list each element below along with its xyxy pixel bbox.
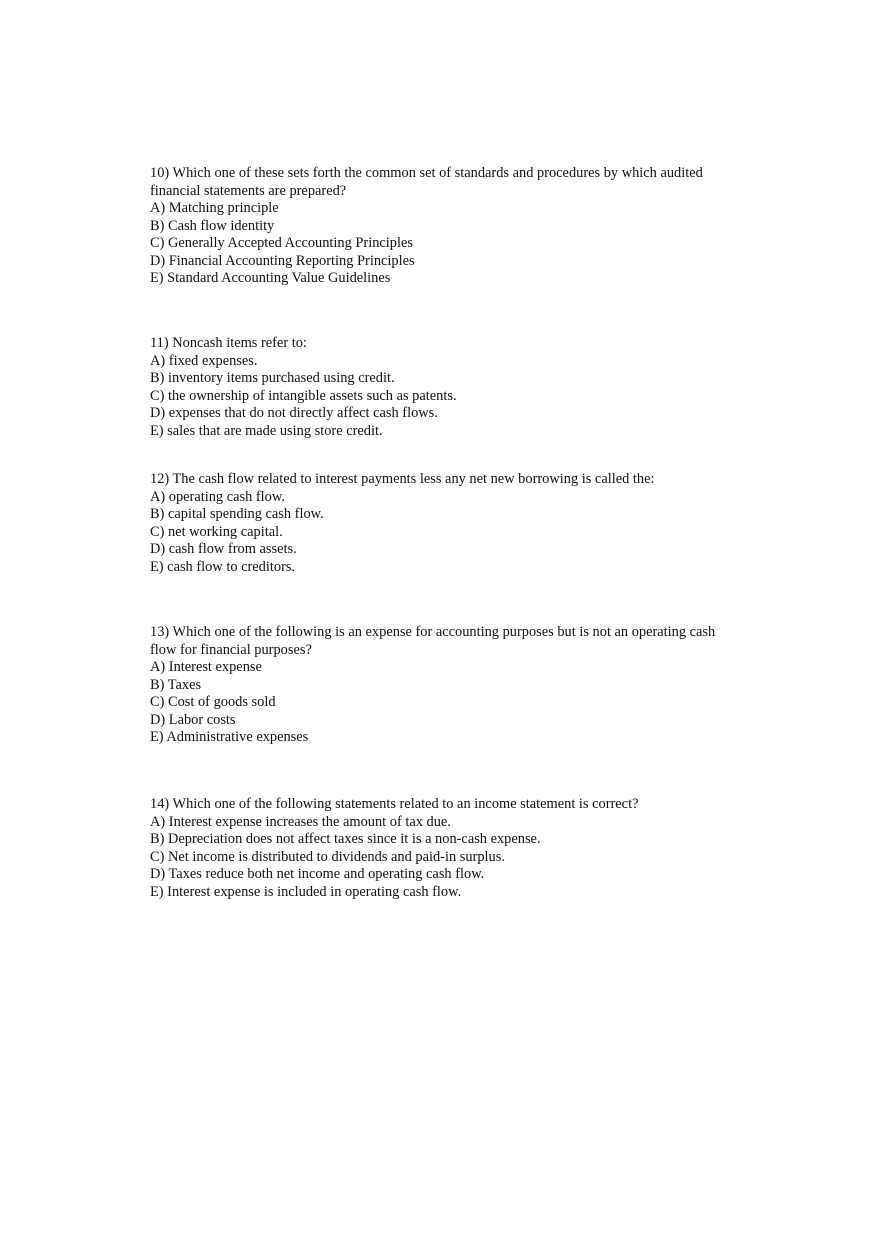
- answer-option-e: E) Standard Accounting Value Guidelines: [150, 270, 391, 286]
- answer-option-d: D) Taxes reduce both net income and operating cash flow.: [150, 866, 485, 882]
- answer-option-e: E) cash flow to creditors.: [150, 558, 296, 575]
- question-11: [150, 335, 750, 440]
- answer-option-c: C) Generally Accepted Accounting Principles: [150, 235, 413, 251]
- answer-option-d: D) Labor costs: [150, 711, 236, 728]
- answer-option-b: B) Taxes: [150, 676, 202, 693]
- answer-option-b: B) Depreciation does not affect taxes since it is a non-cash expense.: [150, 831, 541, 847]
- question-stem: 13) Which one of the following is an expense for accounting purposes but is not an operating cash flow for financial purposes?: [150, 624, 716, 658]
- question-13: [150, 624, 740, 747]
- answer-option-b: B) inventory items purchased using credit.: [150, 370, 395, 386]
- answer-option-e: E) sales that are made using store credit.: [150, 422, 383, 439]
- answer-option-c: C) Cost of goods sold: [150, 694, 276, 710]
- question-stem: 14) Which one of the following statements related to an income statement is correct?: [150, 796, 639, 812]
- answer-option-a: A) Interest expense increases the amount of tax due.: [150, 813, 451, 830]
- answer-option-b: B) Cash flow identity: [150, 217, 275, 234]
- answer-option-e: E) Administrative expenses: [150, 729, 309, 745]
- answer-option-a: A) fixed expenses.: [150, 352, 258, 369]
- answer-option-a: A) Interest expense: [150, 659, 262, 675]
- answer-option-a: A) Matching principle: [150, 200, 279, 216]
- question-stem: 12) The cash flow related to interest payments less any net new borrowing is called the:: [150, 471, 655, 487]
- answer-option-d: D) Financial Accounting Reporting Principles: [150, 252, 415, 269]
- question-14: [150, 796, 750, 901]
- question-12: [150, 471, 750, 576]
- answer-option-c: C) net working capital.: [150, 523, 283, 540]
- answer-option-d: D) cash flow from assets.: [150, 541, 297, 557]
- answer-option-c: C) the ownership of intangible assets such as patents.: [150, 387, 457, 404]
- answer-option-d: D) expenses that do not directly affect cash flows.: [150, 405, 438, 421]
- question-stem: 10) Which one of these sets forth the common set of standards and procedures by which audited financial statements are prepared?: [150, 165, 703, 199]
- answer-option-a: A) operating cash flow.: [150, 488, 285, 505]
- question-stem: 11) Noncash items refer to:: [150, 335, 307, 351]
- answer-option-b: B) capital spending cash flow.: [150, 506, 324, 522]
- answer-option-c: C) Net income is distributed to dividends and paid-in surplus.: [150, 848, 505, 865]
- answer-option-e: E) Interest expense is included in operating cash flow.: [150, 883, 462, 900]
- question-10: [150, 165, 750, 288]
